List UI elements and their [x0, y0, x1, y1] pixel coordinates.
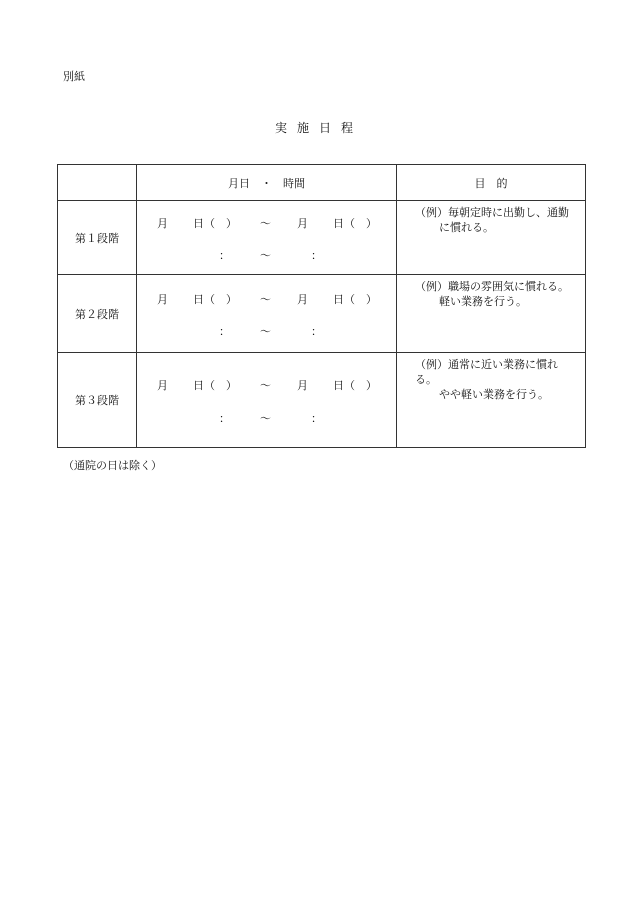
footnote: （通院の日は除く）: [63, 459, 162, 472]
end-time-colon: ：: [311, 249, 322, 262]
page-title: 実施日程: [274, 121, 363, 135]
end-time-colon: ：: [311, 412, 322, 425]
start-day: 日（ ）: [193, 379, 237, 392]
purpose-cell: [397, 201, 586, 275]
purpose-line: （例）職場の雰囲気に慣れる。: [415, 280, 569, 293]
time-range-tilde: 〜: [260, 412, 271, 425]
end-day: 日（ ）: [333, 293, 377, 306]
table-row: [58, 201, 586, 275]
purpose-cell: [397, 275, 586, 353]
end-day: 日（ ）: [333, 217, 377, 230]
date-time-cell: [137, 353, 397, 448]
end-month: 月: [297, 217, 308, 230]
stage-label: 第３段階: [58, 353, 137, 448]
attachment-label: 別紙: [63, 70, 85, 83]
date-range-tilde: 〜: [260, 379, 271, 392]
time-range-tilde: 〜: [260, 325, 271, 338]
end-time-colon: ：: [311, 325, 322, 338]
table-row: [58, 353, 586, 448]
end-month: 月: [297, 293, 308, 306]
purpose-line: やや軽い業務を行う。: [439, 388, 549, 401]
end-day: 日（ ）: [333, 379, 377, 392]
purpose-line: （例）毎朝定時に出勤し、通勤: [415, 206, 569, 219]
start-month: 月: [157, 379, 168, 392]
stage-label: 第１段階: [58, 201, 137, 275]
header-schedule: 月日 ・ 時間: [137, 165, 397, 201]
date-time-cell: [137, 201, 397, 275]
purpose-line: （例）通常に近い業務に慣れる。: [415, 358, 558, 386]
table-row: [58, 275, 586, 353]
start-day: 日（ ）: [193, 217, 237, 230]
start-month: 月: [157, 293, 168, 306]
purpose-line: 軽い業務を行う。: [439, 295, 527, 308]
time-range-tilde: 〜: [260, 249, 271, 262]
stage-label: 第２段階: [58, 275, 137, 353]
start-day: 日（ ）: [193, 293, 237, 306]
purpose-line: に慣れる。: [439, 221, 494, 234]
date-range-tilde: 〜: [260, 293, 271, 306]
header-stage-cell: [58, 165, 137, 201]
end-month: 月: [297, 379, 308, 392]
schedule-table: [57, 164, 586, 448]
start-time-colon: ：: [219, 325, 230, 338]
date-range-tilde: 〜: [260, 217, 271, 230]
start-month: 月: [157, 217, 168, 230]
header-row: [58, 165, 586, 201]
header-purpose: 目 的: [397, 165, 586, 201]
purpose-cell: [397, 353, 586, 448]
date-time-cell: [137, 275, 397, 353]
start-time-colon: ：: [219, 412, 230, 425]
start-time-colon: ：: [219, 249, 230, 262]
